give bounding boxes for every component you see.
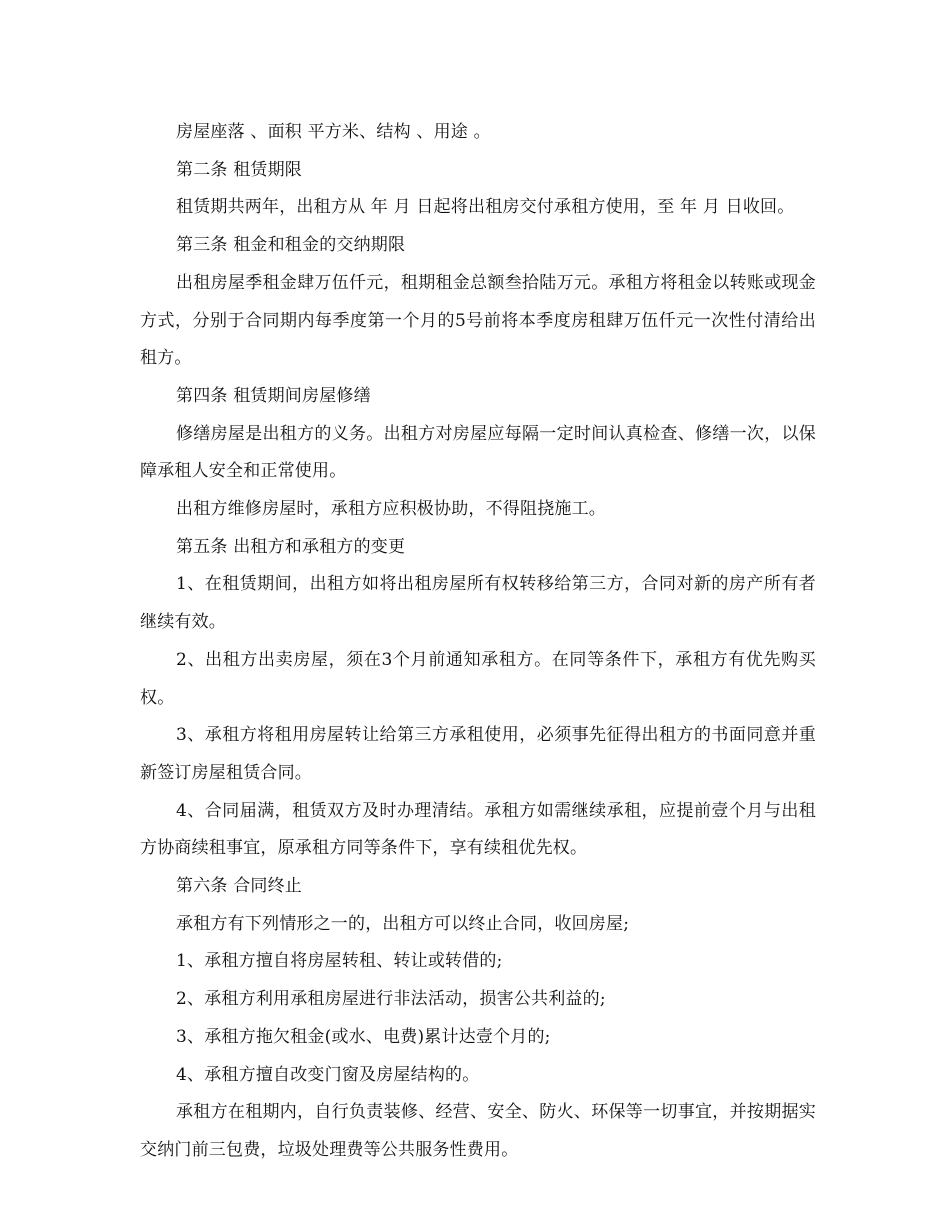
document-body — [140, 114, 816, 1170]
paragraph-tenant-responsibilities: 承租方在租期内，自行负责装修、经营、安全、防火、环保等一切事宜，并按期据实交纳门前三包费，垃圾处理费等公共服务性费用。 — [140, 1102, 816, 1160]
heading-article-2: 第二条 租赁期限 — [176, 159, 303, 180]
heading-article-5: 第五条 出租方和承租方的变更 — [176, 536, 406, 557]
paragraph-repair-cooperation: 出租方维修房屋时，承租方应积极协助，不得阻挠施工。 — [176, 499, 606, 520]
paragraph-repair-duty: 修缮房屋是出租方的义务。出租方对房屋应每隔一定时间认真检查、修缮一次，以保障承租人安全和正常使用。 — [140, 423, 816, 482]
paragraph-rent-payment: 出租房屋季租金肆万伍仟元，租期租金总额叁拾陆万元。承租方将租金以转账或现金方式，分别于合同期内每季度第一个月的5号前将本季度房租肆万伍仟元一次性付清给出租方。 — [140, 272, 816, 369]
paragraph-change-1: 1、在租赁期间，出租方如将出租房屋所有权转移给第三方，合同对新的房产所有者继续有效。 — [140, 574, 816, 633]
paragraph-termination-1: 1、承租方擅自将房屋转租、转让或转借的; — [176, 951, 503, 972]
heading-article-3: 第三条 租金和租金的交纳期限 — [176, 235, 406, 256]
paragraph-property-location: 房屋座落 、面积 平方米、结构 、用途 。 — [176, 122, 491, 142]
paragraph-lease-term: 租赁期共两年，出租方从 年 月 日起将出租房交付承租方使用，至 年 月 日收回。 — [176, 197, 795, 218]
paragraph-termination-intro: 承租方有下列情形之一的，出租方可以终止合同，收回房屋; — [176, 913, 630, 934]
heading-article-4: 第四条 租赁期间房屋修缮 — [176, 385, 371, 406]
paragraph-termination-2: 2、承租方利用承租房屋进行非法活动，损害公共利益的; — [176, 989, 606, 1010]
heading-article-6: 第六条 合同终止 — [176, 876, 303, 897]
paragraph-termination-3: 3、承租方拖欠租金(或水、电费)累计达壹个月的; — [176, 1026, 551, 1047]
paragraph-termination-4: 4、承租方擅自改变门窗及房屋结构的。 — [176, 1064, 480, 1085]
paragraph-change-3: 3、承租方将租用房屋转让给第三方承租使用，必须事先征得出租方的书面同意并重新签订房屋租赁合同。 — [140, 725, 816, 783]
paragraph-change-2: 2、出租方出卖房屋，须在3个月前通知承租方。在同等条件下，承租方有优先购买权。 — [140, 649, 816, 708]
paragraph-change-4: 4、合同届满，租赁双方及时办理清结。承租方如需继续承租，应提前壹个月与出租方协商续租事宜，原承租方同等条件下，享有续租优先权。 — [140, 800, 816, 859]
